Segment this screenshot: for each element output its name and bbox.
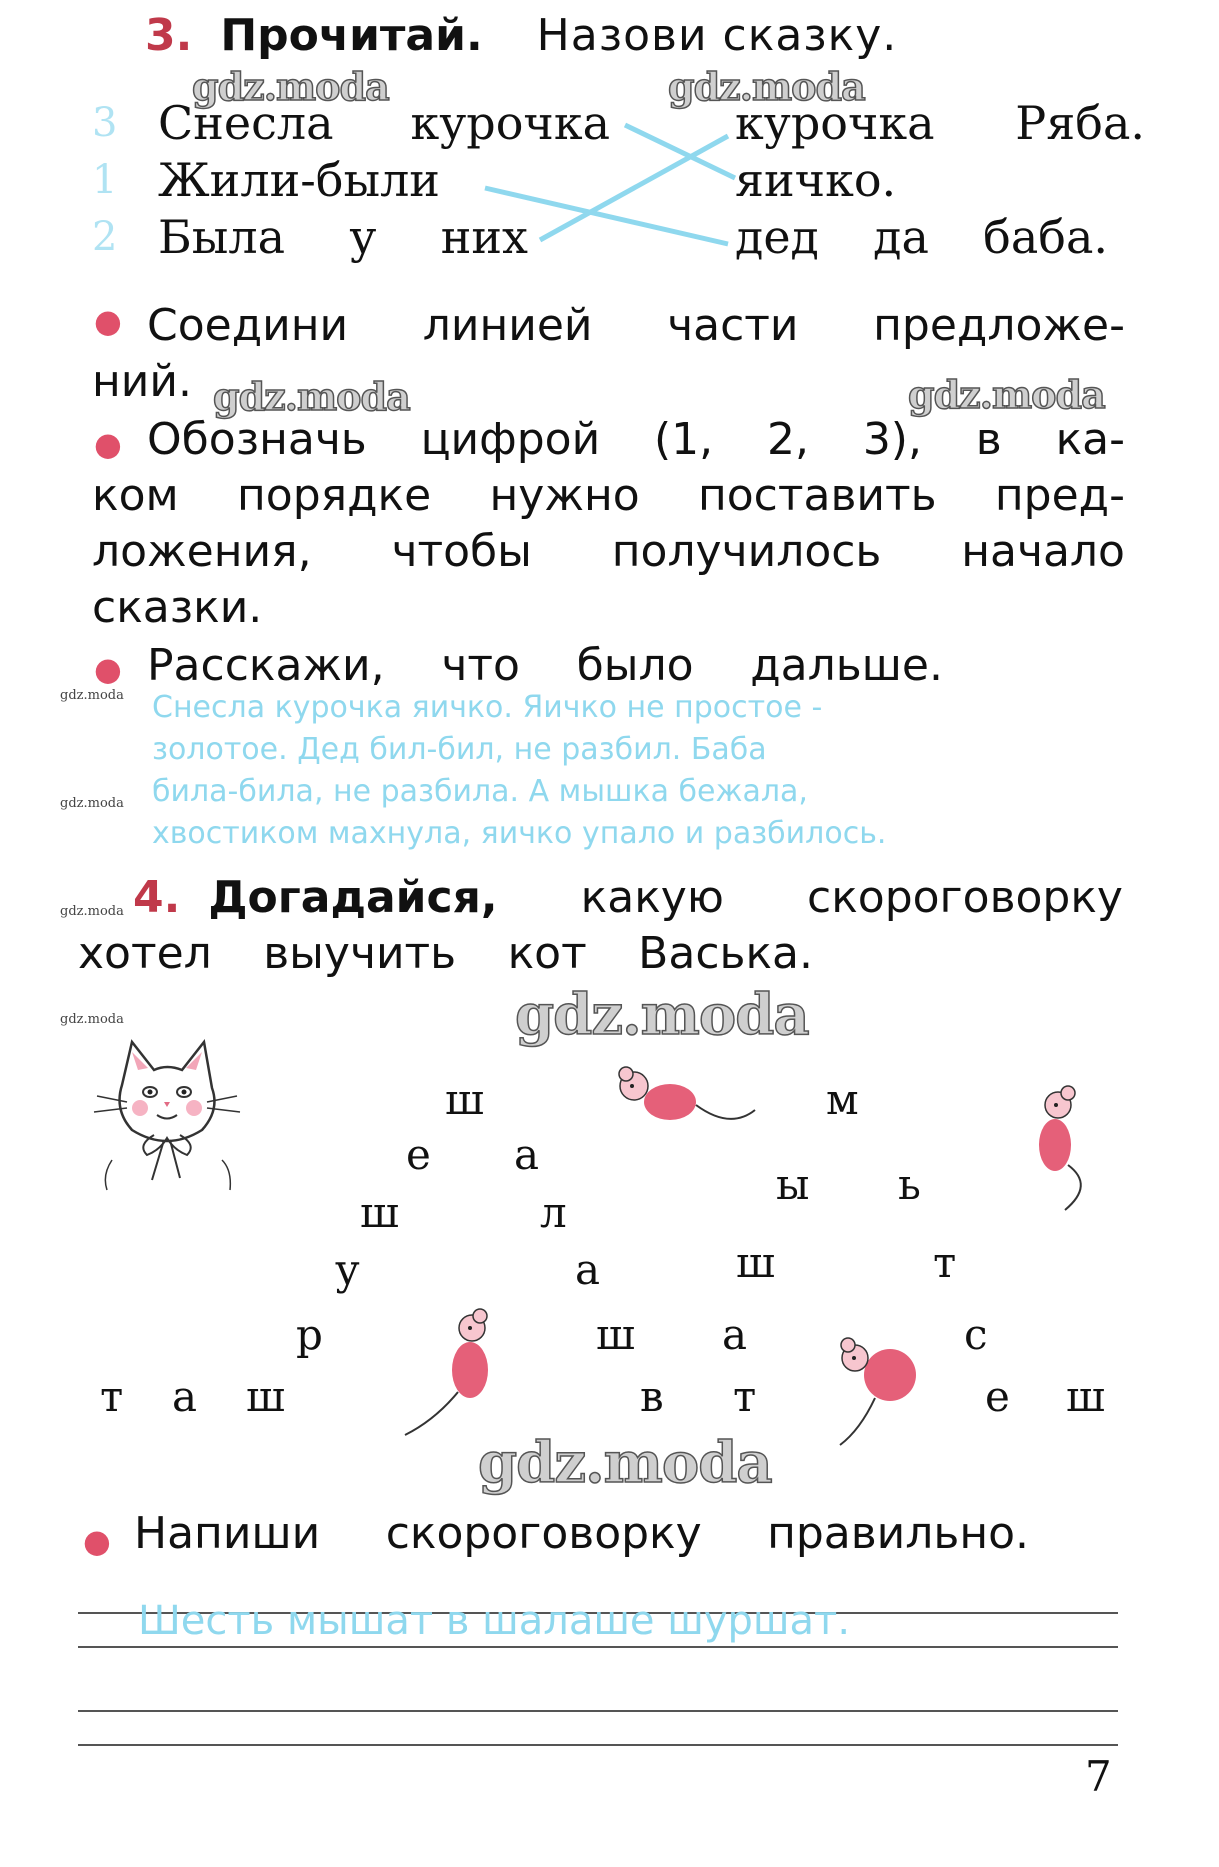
order-number: 2 [92,214,118,260]
letter: м [826,1075,859,1124]
writing-line [78,1744,1118,1746]
instruction-order-line2: ком порядке нужно поставить пред- [92,470,1125,521]
watermark: gdz.moda [908,372,1105,417]
letter: ш [596,1310,636,1359]
watermark: gdz.moda [60,1012,124,1027]
mouse-illustration [1010,1075,1100,1215]
instruction-order-line3: ложения, чтобы получилось начало [92,526,1125,577]
bullet-icon: ● [94,650,122,688]
writing-line [78,1710,1118,1712]
letter: т [733,1372,757,1421]
letter: а [722,1310,748,1359]
letter: у [335,1245,360,1294]
bullet-icon: ● [94,302,122,340]
bullet-icon: ● [94,425,122,463]
letter: а [575,1245,601,1294]
handwritten-answer [152,687,886,855]
exercise-subtitle: Назови сказку. [536,10,898,61]
instruction-write: Напиши скороговорку правильно. [134,1508,1029,1559]
answer-line: Снесла курочка яичко. Яичко не простое - [152,690,823,725]
watermark: gdz.moda [60,688,124,703]
exercise-title: Прочитай. [220,10,483,61]
sentence-right: курочка Ряба. [735,96,1145,150]
letter: т [100,1372,124,1421]
letter: ш [445,1075,485,1124]
connecting-lines [0,0,1219,300]
instruction-connect: Соедини линией части предложе- [147,300,1125,351]
letter: в [640,1372,664,1421]
writing-line [78,1646,1118,1648]
letter: ш [1066,1372,1106,1421]
watermark: gdz.moda [515,982,809,1048]
letter: е [985,1372,1010,1421]
mouse-illustration [400,1300,520,1440]
watermark: gdz.moda [60,904,124,919]
letter: ш [360,1188,400,1237]
letter: л [540,1188,567,1237]
handwritten-answer: Шесть мышат в шалаше шуршат. [138,1598,851,1644]
watermark: gdz.moda [192,64,389,109]
instruction-connect-cont: ний. [92,356,192,407]
order-number: 1 [92,157,118,203]
exercise-title: Догадайся, [208,872,498,923]
letter: е [406,1130,431,1179]
letter: с [964,1310,988,1359]
instruction-order-line4: сказки. [92,582,263,633]
letter: ы [776,1160,810,1209]
answer-line: хвостиком махнула, яичко упало и разбилось. [152,816,887,851]
watermark: gdz.moda [60,796,124,811]
cat-vaska-illustration [92,1030,242,1200]
letter: т [933,1238,957,1287]
letter: а [514,1130,540,1179]
sentence-left: Была у них [158,210,528,264]
letter: ш [246,1372,286,1421]
answer-line: золотое. Дед бил-бил, не разбил. Баба [152,732,767,767]
watermark: gdz.moda [213,374,410,419]
sentence-right: яичко. [735,153,897,207]
letter: а [172,1372,198,1421]
page-number: 7 [1085,1752,1112,1801]
exercise-4-line2: хотел выучить кот Васька. [78,928,813,979]
mouse-illustration [820,1320,930,1450]
instruction-order: Обозначь цифрой (1, 2, 3), в ка- [147,414,1125,465]
mouse-illustration [600,1060,760,1140]
exercise-4-heading: 4. Догадайся, какую скороговорку [133,872,1123,923]
exercise-number: 3. [145,10,193,61]
letter: ь [898,1160,921,1209]
sentence-left: Снесла курочка [158,96,610,150]
answer-line: била-била, не разбила. А мышка бежала, [152,774,808,809]
sentence-left: Жили-были [158,153,440,207]
watermark: gdz.moda [478,1430,772,1496]
watermark: gdz.moda [668,64,865,109]
bullet-icon: ● [83,1522,111,1560]
letter: р [296,1310,323,1359]
order-number: 3 [92,100,118,146]
sentence-right: дед да баба. [735,210,1108,264]
exercise-number: 4. [133,872,181,923]
letter: ш [736,1238,776,1287]
instruction-tell: Расскажи, что было дальше. [147,640,943,691]
